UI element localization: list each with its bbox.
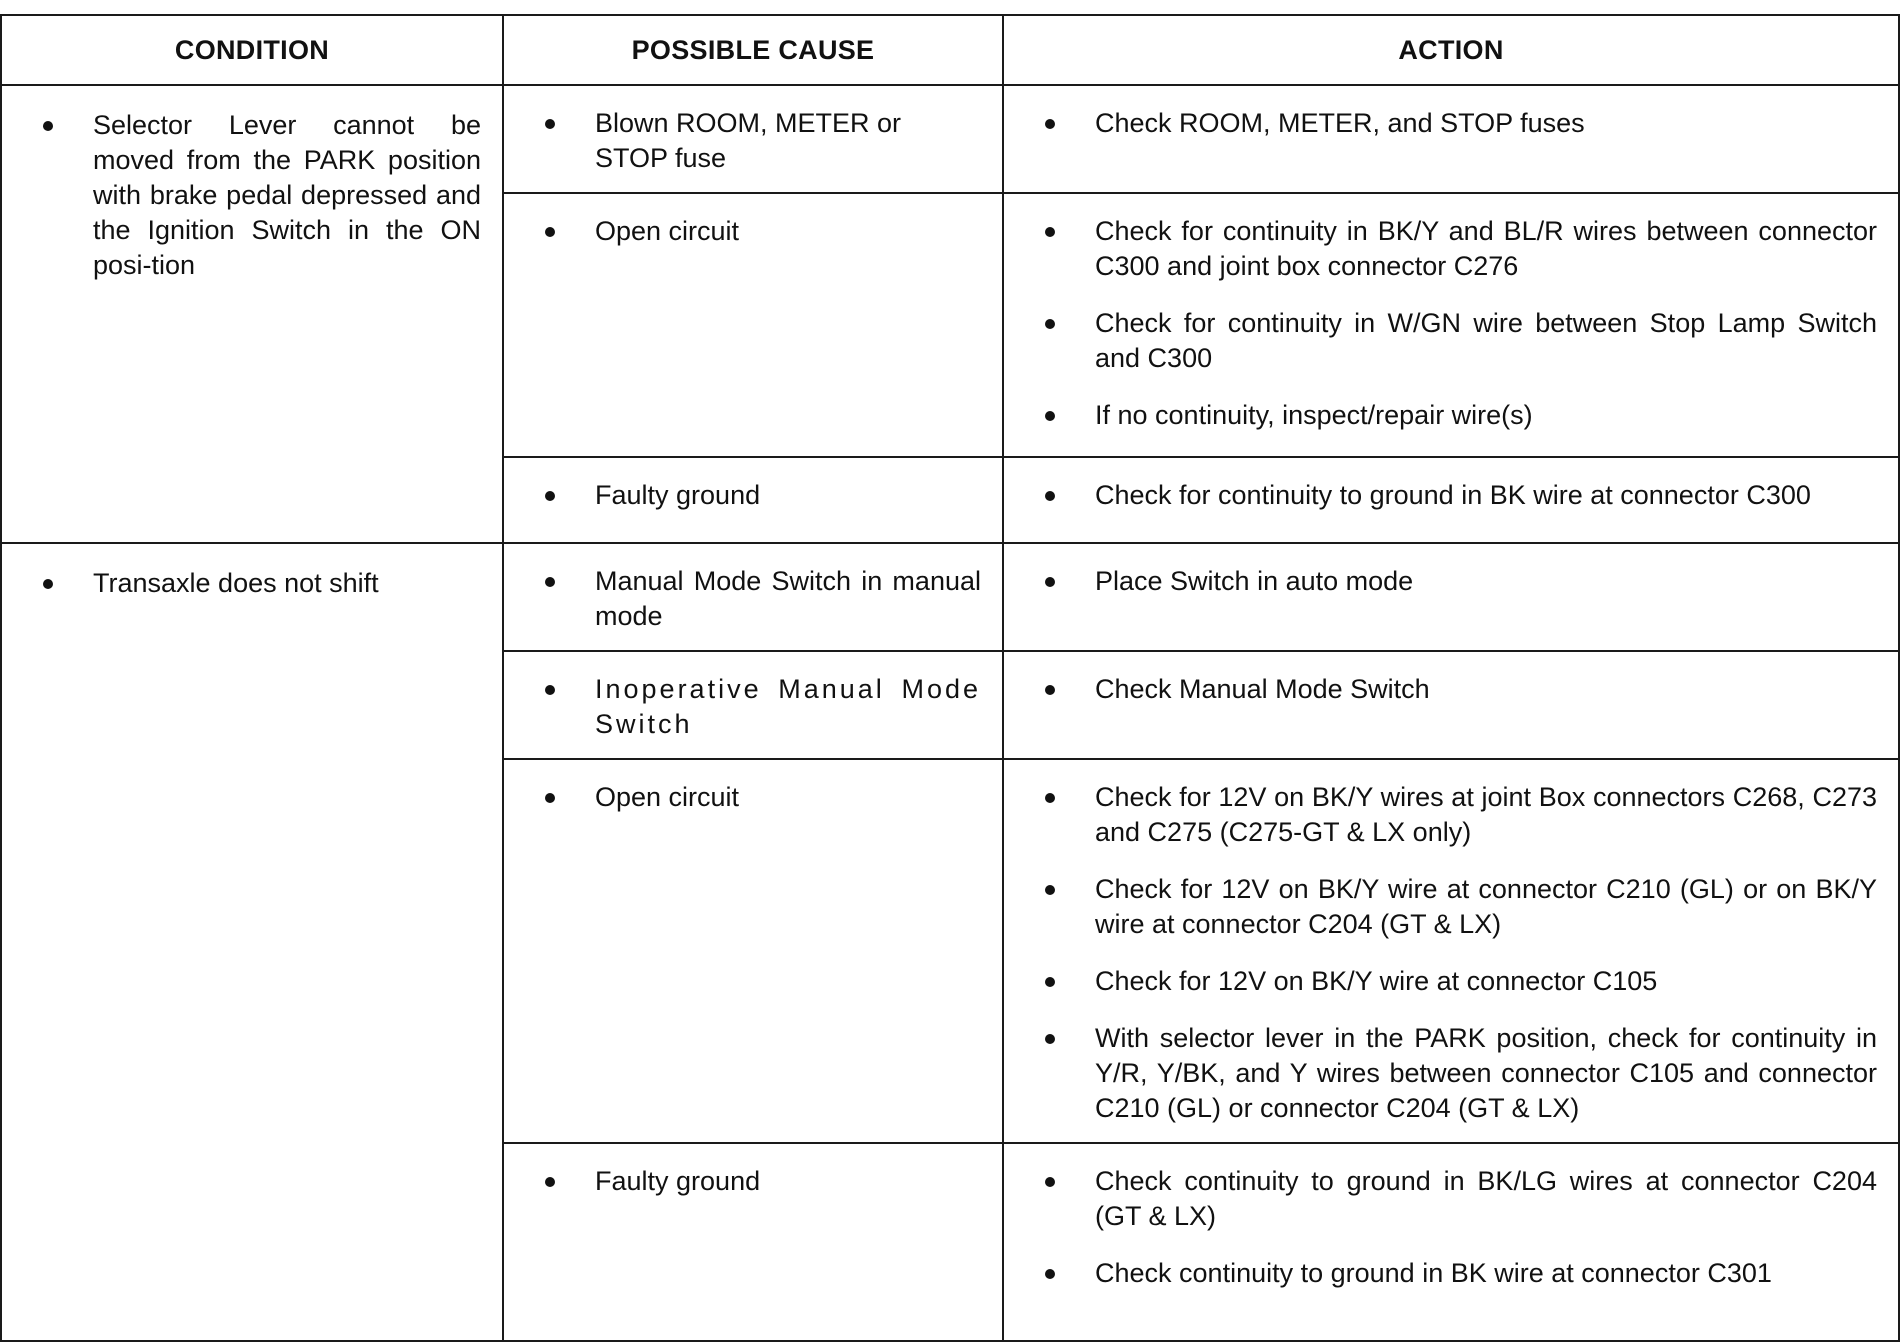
list-item (1005, 306, 1897, 376)
cause-cell (503, 651, 1003, 759)
action-cell (1003, 1143, 1899, 1341)
bullet-icon (1045, 411, 1055, 421)
cause-text: Blown ROOM, METER or STOP fuse (595, 108, 902, 173)
action-text: Check for 12V on BK/Y wire at connector C105 (1095, 966, 1658, 996)
list-item (505, 478, 1001, 513)
possible-cause-header: POSSIBLE CAUSE (503, 15, 1003, 85)
list-item (1005, 1256, 1897, 1291)
bullet-icon (43, 579, 53, 589)
table-row (1, 85, 1899, 193)
list-item (1005, 672, 1897, 707)
cause-cell (503, 193, 1003, 457)
bullet-icon (1045, 491, 1055, 501)
bullet-icon (1045, 793, 1055, 803)
action-text: With selector lever in the PARK position, check for continuity in Y/R, Y/BK, and Y wires between connector C105 and connector C210 (GL) or connector C204 (GT & LX) (1095, 1023, 1877, 1123)
condition-text: Selector Lever cannot be moved from the PARK position with brake pedal depressed and the Ignition Switch in the ON posi-tion (93, 110, 481, 280)
action-cell (1003, 651, 1899, 759)
cause-cell (503, 457, 1003, 543)
action-cell (1003, 543, 1899, 651)
bullet-icon (1045, 885, 1055, 895)
list-item (1005, 780, 1897, 850)
list-item (3, 108, 501, 283)
action-text: Check for 12V on BK/Y wire at connector C210 (GL) or on BK/Y wire at connector C204 (GT & LX) (1095, 874, 1877, 939)
action-header: ACTION (1003, 15, 1899, 85)
bullet-icon (1045, 577, 1055, 587)
cause-text: Inoperative Manual Mode Switch (595, 674, 981, 739)
list-item (3, 566, 501, 601)
action-text: Check for continuity in W/GN wire between Stop Lamp Switch and C300 (1095, 308, 1877, 373)
bullet-icon (1045, 1177, 1055, 1187)
condition-header: CONDITION (1, 15, 503, 85)
bullet-icon (545, 491, 555, 501)
bullet-icon (1045, 1269, 1055, 1279)
action-text: Check ROOM, METER, and STOP fuses (1095, 108, 1585, 138)
cause-cell (503, 543, 1003, 651)
condition-text: Transaxle does not shift (93, 568, 379, 598)
action-text: Check for continuity to ground in BK wire at connector C300 (1095, 480, 1811, 510)
bullet-icon (1045, 119, 1055, 129)
list-item (1005, 478, 1897, 513)
cause-cell (503, 759, 1003, 1143)
cause-cell (503, 1143, 1003, 1341)
action-text: Check continuity to ground in BK wire at connector C301 (1095, 1258, 1772, 1288)
action-cell (1003, 193, 1899, 457)
list-item (505, 672, 1001, 742)
list-item (505, 106, 1001, 176)
action-cell (1003, 457, 1899, 543)
list-item (505, 780, 1001, 815)
list-item (505, 214, 1001, 249)
list-item (1005, 564, 1897, 599)
action-text: Check Manual Mode Switch (1095, 674, 1430, 704)
header-row (1, 15, 1899, 85)
cause-text: Open circuit (595, 782, 740, 812)
bullet-icon (1045, 977, 1055, 987)
bullet-icon (1045, 319, 1055, 329)
bullet-icon (545, 227, 555, 237)
bullet-icon (43, 121, 53, 131)
cause-text: Manual Mode Switch in manual mode (595, 566, 981, 631)
action-text: Check continuity to ground in BK/LG wires at connector C204 (GT & LX) (1095, 1166, 1877, 1231)
list-item (1005, 1021, 1897, 1126)
action-text: Check for continuity in BK/Y and BL/R wires between connector C300 and joint box connector C276 (1095, 216, 1877, 281)
condition-cell (1, 543, 503, 1341)
list-item (1005, 964, 1897, 999)
list-item (505, 1164, 1001, 1199)
action-text: If no continuity, inspect/repair wire(s) (1095, 400, 1533, 430)
bullet-icon (1045, 1034, 1055, 1044)
diagnosis-table (0, 14, 1900, 1342)
cause-text: Faulty ground (595, 480, 761, 510)
action-cell (1003, 759, 1899, 1143)
action-text: Check for 12V on BK/Y wires at joint Box connectors C268, C273 and C275 (C275-GT & LX only) (1095, 782, 1877, 847)
list-item (505, 564, 1001, 634)
bullet-icon (545, 685, 555, 695)
cause-cell (503, 85, 1003, 193)
action-cell (1003, 85, 1899, 193)
list-item (1005, 1164, 1897, 1234)
table-row (1, 543, 1899, 651)
bullet-icon (1045, 227, 1055, 237)
action-text: Place Switch in auto mode (1095, 566, 1414, 596)
bullet-icon (545, 577, 555, 587)
list-item (1005, 106, 1897, 141)
bullet-icon (545, 1177, 555, 1187)
cause-text: Open circuit (595, 216, 740, 246)
bullet-icon (1045, 685, 1055, 695)
list-item (1005, 872, 1897, 942)
list-item (1005, 398, 1897, 433)
bullet-icon (545, 119, 555, 129)
list-item (1005, 214, 1897, 284)
cause-text: Faulty ground (595, 1166, 761, 1196)
bullet-icon (545, 793, 555, 803)
condition-cell (1, 85, 503, 543)
